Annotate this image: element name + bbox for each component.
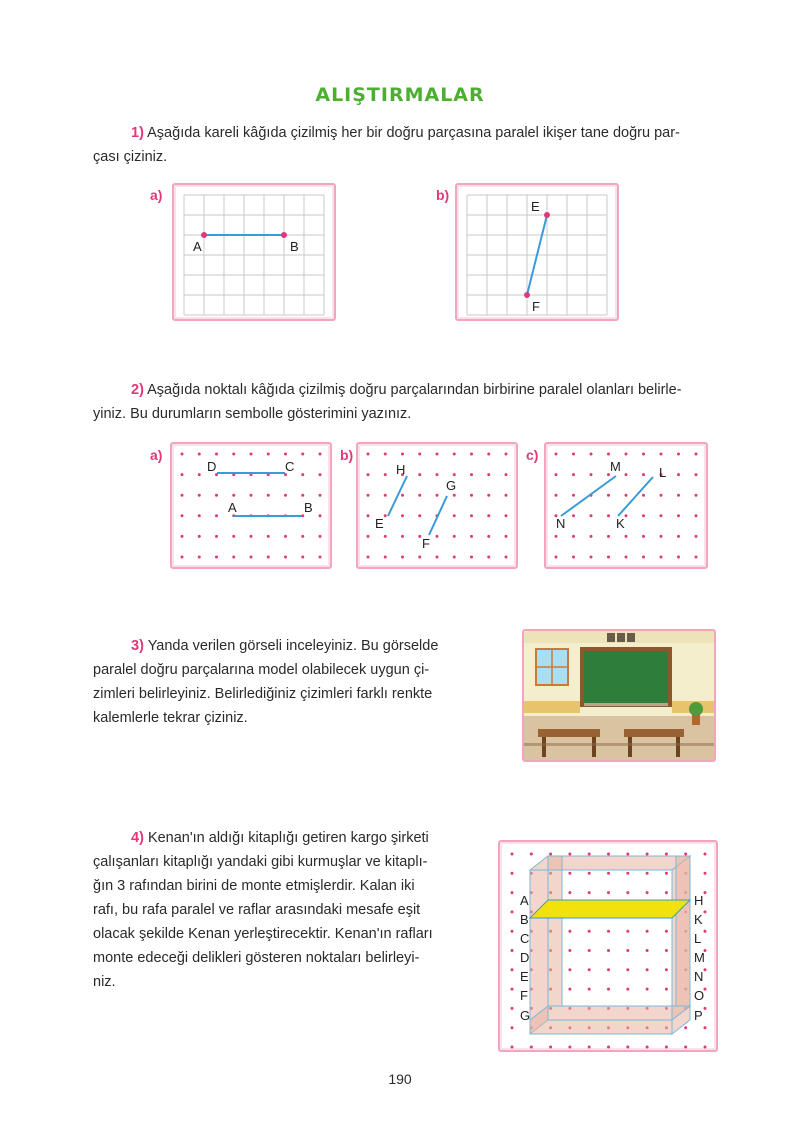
point-l-label: L [659,465,667,480]
grid-dot [607,968,610,971]
hole-a-label: A [520,893,529,908]
exercise-1a-grid [172,183,336,321]
grid-dot [677,535,680,538]
exercise-4-line: Kenan'ın aldığı kitaplığı getiren kargo şirketi [147,830,429,846]
grid-dot [267,453,270,456]
hole-b-label: B [520,912,529,927]
grid-dot [487,556,490,559]
exercise-2-line1: Aşağıda noktalı kâğıda çizilmiş doğru parçalarından birbirine paralel olanları belirle- [147,382,682,398]
grid-dot [250,556,253,559]
grid-dot [677,473,680,476]
grid-dot [384,535,387,538]
grid-dot [626,949,629,952]
grid-dot [677,494,680,497]
grid-dot [511,891,514,894]
grid-dot [453,453,456,456]
point-a-label: A [193,239,202,254]
grid-dot [384,473,387,476]
point-d-label: D [207,459,217,474]
grid-dot [215,494,218,497]
grid-dot [505,453,508,456]
grid-dot [250,535,253,538]
grid-dot [660,535,663,538]
grid-dot [607,988,610,991]
grid-dot [704,1026,707,1029]
grid-dot [588,1046,591,1049]
hole-h-label: H [694,893,704,908]
grid-dot [487,473,490,476]
grid-dot [588,988,591,991]
grid-dot [588,949,591,952]
bookshelf-diagram [498,840,718,1052]
grid-dot [695,453,698,456]
grid-dot [181,494,184,497]
grid-dot [511,988,514,991]
grid-dot [505,473,508,476]
grid-dot [215,453,218,456]
grid-dot [588,968,591,971]
grid-dot [319,514,322,517]
grid-dot [607,453,610,456]
exercise-2b-label: b) [340,447,354,463]
grid-dot [588,891,591,894]
grid-dot [319,535,322,538]
grid-dot [367,535,370,538]
exercise-4-line: rafı, bu rafa paralel ve raflar arasındaki mesafe eşit [93,902,421,918]
grid-dot [607,853,610,856]
exercise-2a-label: a) [150,447,163,463]
exercise-3-line: zimleri belirleyiniz. Belirlediğiniz çizimleri farklı renkte [93,686,433,702]
grid-dot [198,514,201,517]
grid-dot [572,453,575,456]
grid-dot [384,453,387,456]
page-title: ALIŞTIRMALAR [315,84,485,106]
grid-dot [626,853,629,856]
grid-dot [511,968,514,971]
grid-dot [665,968,668,971]
grid-dot [511,930,514,933]
segment-lk [618,477,653,516]
exercise-3-line: kalemlerle tekrar çiziniz. [93,710,248,726]
grid-dot [284,535,287,538]
grid-dot [568,988,571,991]
segment-he [388,476,407,516]
grid-dot [401,556,404,559]
hole-p-label: P [694,1008,703,1023]
grid-dot [642,453,645,456]
exercise-1-number: 1) [131,125,144,141]
grid-dot [181,453,184,456]
grid-dot [198,473,201,476]
grid-dot [511,853,514,856]
grid-dot [660,514,663,517]
grid-dot [401,514,404,517]
grid-dot [555,473,558,476]
grid-dot [267,494,270,497]
grid-dot [665,949,668,952]
grid-dot [568,930,571,933]
grid-dot [401,453,404,456]
grid-dot [436,535,439,538]
grid-dot [660,453,663,456]
point-g-label: G [446,478,457,493]
grid-dot [704,853,707,856]
grid-dot [215,556,218,559]
grid-dot [607,514,610,517]
grid-dot [505,494,508,497]
hole-l-label: L [694,931,702,946]
exercise-4-line: olacak şekilde Kenan yerleştirecektir. Kenan'ın rafları [93,926,433,942]
exercise-1-text [93,121,733,169]
grid-dot [568,968,571,971]
grid-dot [704,1007,707,1010]
grid-dot [704,910,707,913]
grid-dot [511,1007,514,1010]
grid-dot [572,535,575,538]
grid-dot [646,949,649,952]
grid-dot [665,930,668,933]
grid-dot [436,494,439,497]
grid-dot [511,1026,514,1029]
grid-dot [665,872,668,875]
grid-dot [568,872,571,875]
grid-dot [470,514,473,517]
grid-dot [684,1046,687,1049]
grid-dot [487,453,490,456]
grid-dot [625,535,628,538]
grid-dot [301,473,304,476]
point-m-label: M [610,459,621,474]
grid-dot [568,949,571,952]
grid-dot [626,872,629,875]
grid-dot [646,853,649,856]
grid-dot [695,494,698,497]
hole-c-label: C [520,931,530,946]
grid-dot [505,514,508,517]
grid-dot [487,514,490,517]
grid-dot [607,930,610,933]
grid-dot [232,535,235,538]
grid-dot [646,968,649,971]
grid-dot [695,473,698,476]
grid-dot [572,494,575,497]
grid-dot [198,494,201,497]
exercise-2c-dotgrid [544,442,708,569]
exercise-2-number: 2) [131,382,144,398]
grid-dot [665,853,668,856]
grid-dot [284,494,287,497]
grid-dot [568,1046,571,1049]
exercise-1b-label: b) [436,187,450,203]
grid-dot [642,556,645,559]
exercise-1-line2: çası çiziniz. [93,149,168,165]
grid-dot [646,891,649,894]
exercise-3-line: paralel doğru parçalarına model olabilecek uygun çi- [93,662,430,678]
grid-dot [530,853,533,856]
grid-dot [181,473,184,476]
exercise-1a-label: a) [150,187,163,203]
grid-dot [453,473,456,476]
grid-dot [555,535,558,538]
grid-dot [607,891,610,894]
grid-dot [418,473,421,476]
grid-dot [625,494,628,497]
grid-dot [626,1046,629,1049]
point-k-label: K [616,516,625,531]
grid-dot [511,872,514,875]
classroom-illustration [522,629,716,762]
grid-dot [555,453,558,456]
grid-dot [367,473,370,476]
grid-dot [677,453,680,456]
grid-dot [198,535,201,538]
grid-dot [607,556,610,559]
grid-dot [487,494,490,497]
grid-dot [684,1026,687,1029]
grid-dot [530,1046,533,1049]
grid-dot [704,872,707,875]
grid-dot [677,556,680,559]
grid-dot [626,891,629,894]
exercise-4-line: niz. [93,974,116,990]
grid-dot [181,556,184,559]
grid-dot [549,1046,552,1049]
grid-dot [470,535,473,538]
grid-dot [695,535,698,538]
point-f-label: F [532,299,540,314]
grid-dot [198,453,201,456]
grid-dot [181,514,184,517]
grid-dot [215,535,218,538]
exercise-4-text [93,826,473,994]
grid-dot [677,514,680,517]
grid-dot [319,453,322,456]
point-b-label: B [290,239,299,254]
grid-dot [572,473,575,476]
grid-dot [625,453,628,456]
hole-m-label: M [694,950,705,965]
grid-dot [301,453,304,456]
grid-dot [384,556,387,559]
grid-dot [572,514,575,517]
grid-dot [505,535,508,538]
grid-dot [436,473,439,476]
grid-dot [418,494,421,497]
point-h-label: H [396,462,406,477]
grid-dot [695,556,698,559]
grid-dot [684,853,687,856]
grid-dot [215,514,218,517]
grid-dot [607,494,610,497]
grid-dot [660,494,663,497]
grid-dot [453,535,456,538]
grid-dot [660,556,663,559]
hole-d-label: D [520,950,530,965]
grid-dot [401,535,404,538]
exercise-4-line: ğın 3 rafından birini de monte etmişlerdir. Kalan iki [93,878,415,894]
grid-dot [626,968,629,971]
grid-dot [588,872,591,875]
grid-dot [384,494,387,497]
grid-dot [505,556,508,559]
exercise-3-number: 3) [131,638,144,654]
point-f-label: F [422,536,430,551]
grid-dot [284,453,287,456]
grid-dot [555,556,558,559]
grid-dot [626,988,629,991]
grid-dot [568,853,571,856]
grid-dot [695,514,698,517]
point-b-label: B [304,500,313,515]
grid-dot [590,514,593,517]
page-number: 190 [388,1071,412,1087]
grid-dot [642,535,645,538]
grid-dot [418,535,421,538]
grid-dot [367,514,370,517]
grid-dot [704,891,707,894]
grid-dot [625,514,628,517]
grid-dot [625,473,628,476]
grid-dot [646,988,649,991]
exercise-2b-dotgrid [356,442,518,569]
exercise-2a-dotgrid [170,442,332,569]
grid-dot [232,556,235,559]
point-c-label: C [285,459,295,474]
point-a-label: A [228,500,237,515]
exercise-2c-label: c) [526,447,539,463]
point-n-label: N [556,516,566,531]
grid-dot [590,473,593,476]
grid-dot [436,453,439,456]
point-e-label: E [375,516,384,531]
grid-dot [607,949,610,952]
exercise-4-line: çalışanları kitaplığı yandaki gibi kurmuşlar ve kitaplı- [93,854,428,870]
hole-g-label: G [520,1008,531,1023]
grid-dot [367,494,370,497]
grid-dot [704,1046,707,1049]
grid-dot [646,930,649,933]
grid-dot [568,891,571,894]
grid-dot [642,514,645,517]
exercise-3-text [93,634,503,730]
exercise-2-text [93,378,733,426]
exercise-4-line: monte edeceği delikleri gösteren noktaları belirleyi- [93,950,420,966]
grid-dot [607,1046,610,1049]
grid-dot [590,453,593,456]
installed-shelf [530,900,690,918]
grid-dot [665,1046,668,1049]
grid-dot [250,453,253,456]
grid-dot [250,494,253,497]
grid-dot [549,853,552,856]
left-hole-labels [520,893,530,1023]
grid-dot [284,556,287,559]
grid-dot [453,514,456,517]
grid-dot [607,872,610,875]
hole-o-label: O [694,988,705,1003]
grid-dot [301,494,304,497]
grid-dot [470,453,473,456]
exercise-4-number: 4) [131,830,144,846]
grid-dot [572,556,575,559]
grid-dot [470,473,473,476]
dot-grid [181,453,322,559]
exercise-2-line2: yiniz. Bu durumların sembolle gösterimini yazınız. [93,406,412,422]
grid-dot [588,930,591,933]
grid-dot [267,535,270,538]
exercise-3-line: Yanda verilen görseli inceleyiniz. Bu görselde [147,638,439,654]
grid-dot [511,1046,514,1049]
grid-dot [384,514,387,517]
dot-grid [367,453,508,559]
grid-dot [642,473,645,476]
grid-dot [665,988,668,991]
grid-dot [453,556,456,559]
hole-e-label: E [520,969,529,984]
grid-dot [181,535,184,538]
grid-dot [418,453,421,456]
grid-dot [625,556,628,559]
grid-dot [626,930,629,933]
grid-dot [436,556,439,559]
grid-dot [704,930,707,933]
grid-dot [511,910,514,913]
grid-dot [198,556,201,559]
grid-dot [319,556,322,559]
exercise-1-line1: Aşağıda kareli kâğıda çizilmiş her bir doğru parçasına paralel ikişer tane doğru par- [147,125,680,141]
grid-dot [588,853,591,856]
segment-gf [429,496,447,535]
grid-dot [232,453,235,456]
exercise-1b-grid [455,183,619,321]
grid-dot [267,556,270,559]
hole-n-label: N [694,969,704,984]
grid-dot [511,949,514,952]
grid-dot [319,473,322,476]
grid-dot [487,535,490,538]
grid-dot [607,535,610,538]
grid-dot [418,514,421,517]
grid-dot [642,494,645,497]
grid-dot [646,1046,649,1049]
grid-dot [704,968,707,971]
grid-dot [319,494,322,497]
grid-dot [470,556,473,559]
grid-dot [646,872,649,875]
grid-dot [232,494,235,497]
hole-f-label: F [520,988,528,1003]
grid-dot [301,535,304,538]
hole-k-label: K [694,912,703,927]
grid-dot [301,556,304,559]
grid-dot [367,453,370,456]
grid-dot [590,535,593,538]
grid-dot [367,556,370,559]
grid-dot [590,556,593,559]
right-hole-labels [694,893,705,1023]
point-e-label: E [531,199,540,214]
grid-dot [555,494,558,497]
grid-dot [665,891,668,894]
grid-dot [453,494,456,497]
grid-dot [418,556,421,559]
grid-dot [470,494,473,497]
grid-dot [401,494,404,497]
